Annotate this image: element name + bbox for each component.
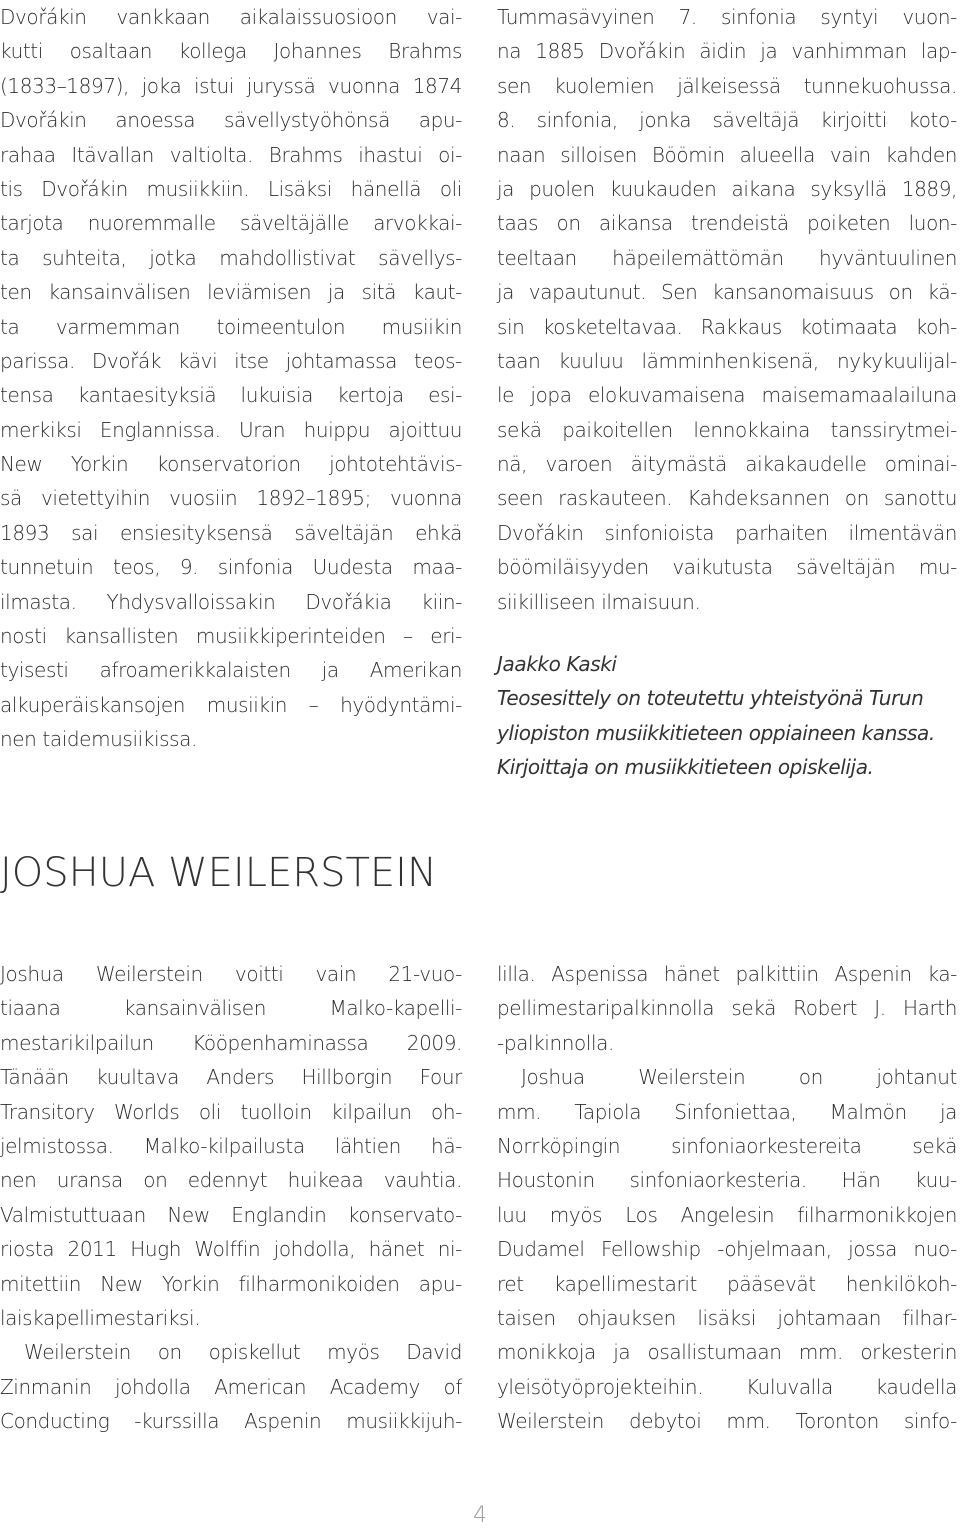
bio-heading: JOSHUA WEILERSTEIN (0, 850, 437, 896)
text-line: Weilerstein on opiskellut myös David (24, 1340, 462, 1365)
text-line: sekä paikoitellen lennokkaina tanssirytmei- (497, 417, 957, 442)
text-line: Joshua Weilerstein voitti vain 21-vuo- (0, 962, 462, 986)
text-line: pellimestaripalkinnolla sekä Robert J. Harth (497, 996, 957, 1021)
text-line: böömiläisyyden vaikutusta säveltäjän mu- (497, 555, 957, 580)
text-line: Weilerstein debytoi mm. Toronton sinfo- (497, 1409, 957, 1434)
text-line: seen raskauteen. Kahdeksannen on sanottu (497, 486, 957, 511)
text-line: laiskapellimestariksi. (0, 1305, 201, 1330)
author-name: Jaakko Kaski (497, 652, 617, 676)
text-line: Joshua Weilerstein on johtanut (521, 1065, 957, 1090)
text-line: nen taidemusiikissa. (0, 727, 197, 752)
text-line: Houstonin sinfoniaorkesteria. Hän kuu- (497, 1168, 957, 1193)
text-line: na 1885 Dvořákin äidin ja vanhimman lap- (497, 39, 957, 64)
text-line: -palkinnolla. (497, 1030, 614, 1055)
text-line: tiaana kansainvälisen Malko-kapelli- (0, 996, 462, 1021)
text-line: Tummasävyinen 7. sinfonia syntyi vuon- (497, 5, 957, 29)
text-line: tyisesti afroamerikkalaisten ja Amerikan (0, 658, 462, 683)
text-line: tis Dvořákin musiikkiin. Lisäksi hänellä oli (0, 176, 462, 201)
text-line: nä, varoen äitymästä aikakaudelle ominai- (497, 452, 957, 477)
signature-note-line: Teosesittely on toteutettu yhteistyönä Turun (497, 686, 924, 711)
article-column-right (497, 0, 957, 619)
text-line: sä vietettyihin vuosiin 1892–1895; vuonna (0, 486, 462, 511)
text-line: ten kansainvälisen leviämisen ja sitä kaut- (0, 280, 462, 305)
text-line: Conducting -kurssilla Aspenin musiikkijuh- (0, 1409, 462, 1434)
text-line: riosta 2011 Hugh Wolffin johdolla, hänet ni- (0, 1237, 462, 1262)
page-number: 4 (473, 1503, 487, 1528)
text-line: 1893 sai ensiesityksensä säveltäjän ehkä (0, 520, 462, 545)
text-line: Tänään kuultava Anders Hillborgin Four (0, 1065, 462, 1090)
text-line: tarjota nuoremmalle säveltäjälle arvokkai- (0, 211, 462, 236)
text-line: nosti kansallisten musiikkiperinteiden – eri- (0, 624, 462, 649)
article-column-left (0, 0, 462, 757)
text-line: mitettiin New Yorkin filharmonikoiden apu- (0, 1271, 462, 1296)
bio-column-left (0, 957, 462, 1438)
text-line: parissa. Dvořák kävi itse johtamassa teos- (0, 348, 462, 373)
text-line: naan silloisen Böömin alueella vain kahden (497, 142, 957, 167)
text-line: sen kuolemien jälkeisessä tunnekuohussa. (497, 73, 957, 98)
text-line: Dvořákin anoessa sävellystyöhönsä apu- (0, 108, 462, 133)
text-line: Valmistuttuaan New Englandin konservato- (0, 1202, 462, 1227)
text-line: nen uransa on edennyt huikeaa vauhtia. (0, 1168, 462, 1193)
text-line: luu myös Los Angelesin filharmonikkojen (497, 1202, 957, 1227)
signature-note-line: yliopiston musiikkitieteen oppiaineen kanssa. (497, 720, 935, 745)
text-line: tunnetuin teos, 9. sinfonia Uudesta maa- (0, 555, 462, 580)
text-line: jelmistossa. Malko-kilpailusta lähtien hä- (0, 1133, 462, 1158)
text-line: teeltaan häpeilemättömän hyväntuulinen (497, 245, 957, 270)
text-line: sin kosketeltavaa. Rakkaus kotimaata koh- (497, 314, 957, 339)
text-line: Norrköpingin sinfoniaorkestereita sekä (497, 1133, 957, 1158)
signature-note-line: Kirjoittaja on musiikkitieteen opiskelija. (497, 755, 874, 780)
text-line: Dvořákin sinfonioista parhaiten ilmentävän (497, 520, 957, 545)
text-line: kutti osaltaan kollega Johannes Brahms (0, 39, 462, 64)
text-line: taisen ohjauksen lisäksi johtamaan filhar- (497, 1305, 957, 1330)
text-line: Dudamel Fellowship -ohjelmaan, jossa nuo- (497, 1237, 957, 1262)
text-line: (1833–1897), joka istui juryssä vuonna 1874 (0, 73, 462, 98)
bio-column-right (497, 957, 957, 1438)
text-line: siikilliseen ilmaisuun. (497, 589, 701, 614)
text-line: lilla. Aspenissa hänet palkittiin Aspenin ka- (497, 962, 957, 986)
text-line: ja puolen kuukauden aikana syksyllä 1889, (497, 176, 957, 201)
text-line: ilmasta. Yhdysvalloissakin Dvořákia kiin- (0, 589, 462, 614)
text-line: ja vapautunut. Sen kansanomaisuus on kä- (497, 280, 957, 305)
text-line: yleisötyöprojekteihin. Kuluvalla kaudella (497, 1374, 957, 1399)
text-line: monikkoja ja osallistumaan mm. orkesterin (497, 1340, 957, 1365)
article-signature (497, 647, 957, 785)
text-line: Dvořákin vankkaan aikalaissuosioon vai- (0, 5, 462, 29)
text-line: ret kapellimestarit pääsevät henkilökoh- (497, 1271, 957, 1296)
text-line: rahaa Itävallan valtiolta. Brahms ihastui oi- (0, 142, 462, 167)
text-line: Zinmanin johdolla American Academy of (0, 1374, 462, 1399)
text-line: 8. sinfonia, jonka säveltäjä kirjoitti koto- (497, 108, 957, 133)
text-line: merkiksi Englannissa. Uran huippu ajoittuu (0, 417, 462, 442)
text-line: ta varmemman toimeentulon musiikin (0, 314, 462, 339)
text-line: le jopa elokuvamaisena maisemamaalailuna (497, 383, 957, 408)
text-line: alkuperäiskansojen musiikin – hyödyntämi- (0, 692, 462, 717)
text-line: tensa kantaesityksiä lukuisia kertoja esi- (0, 383, 462, 408)
text-line: taas on aikansa trendeistä poiketen luon- (497, 211, 957, 236)
text-line: mestarikilpailun Kööpenhaminassa 2009. (0, 1030, 462, 1055)
text-line: Transitory Worlds oli tuolloin kilpailun oh- (0, 1099, 462, 1124)
text-line: taan kuuluu lämminhenkisenä, nykykuulijal- (497, 348, 957, 373)
text-line: New Yorkin konservatorion johtotehtävis- (0, 452, 462, 477)
text-line: ta suhteita, jotka mahdollistivat sävellys- (0, 245, 462, 270)
text-line: mm. Tapiola Sinfoniettaa, Malmön ja (497, 1099, 957, 1124)
